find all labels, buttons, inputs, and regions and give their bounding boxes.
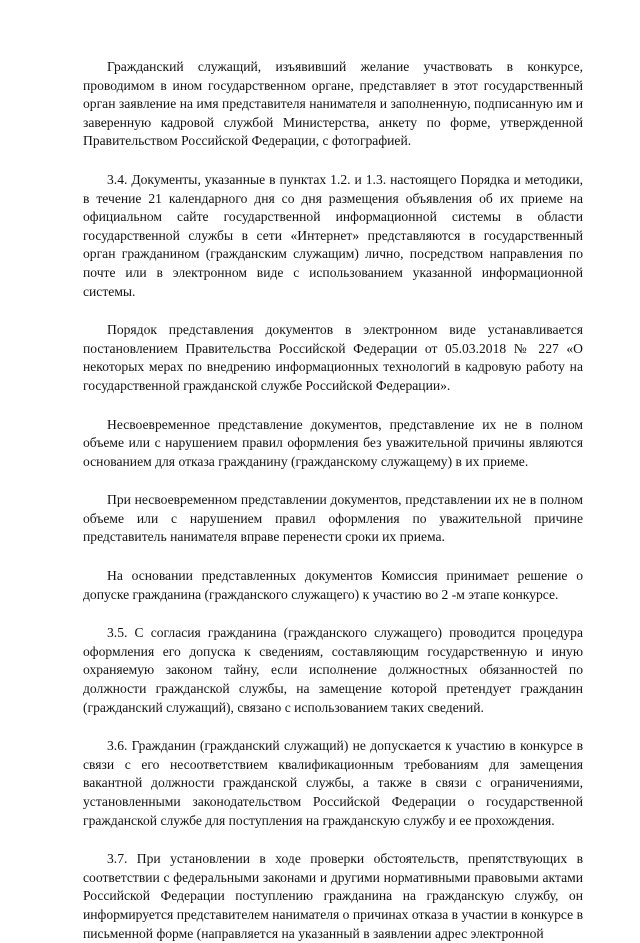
paragraph-gap [83, 301, 583, 321]
paragraph-3-7-refusal-notification: 3.7. При установлении в ходе проверки обстоятельств, препятствующих в соответствии с федеральными законами и другими нормативными правовыми актами Российской Федерации поступлению гражданина на гражданскую службу, он информируется представителем нанимателя о причинах отказа в участии в конкурсе в письменной форме (направляется на указанный в заявлении адрес электронной [83, 851, 583, 941]
paragraph-gap [83, 396, 583, 416]
paragraph-gap [83, 151, 583, 171]
paragraph-late-submission-valid-reason: При несвоевременном представлении документов, представлении их не в полном объеме или с нарушением правил оформления по уважительной причине представитель нанимателя вправе перенести сроки их приема. [83, 492, 583, 545]
paragraph-gap [83, 471, 583, 491]
paragraph-gap [83, 830, 583, 850]
paragraph-gap [83, 717, 583, 737]
paragraph-civil-servant-application: Гражданский служащий, изъявивший желание участвовать в конкурсе, проводимом в ином государственном органе, представляет в этот государственный орган заявление на имя представителя нанимателя и заполненную, подписанную им и заверенную кадровой службой Министерства, анкету по форме, утвержденной Правительством Российской Федерации, с фотографией. [83, 59, 583, 149]
paragraph-gap [83, 604, 583, 624]
paragraph-3-4-documents-submission: 3.4. Документы, указанные в пунктах 1.2. и 1.3. настоящего Порядка и методики, в течение 21 календарного дня со дня размещения объявления об их приеме на официальном сайте государственной информационной системы в области государственной службы в сети «Интернет» представляются в государственный орган гражданином (гражданским служащим) лично, посредством направления по почте или в электронном виде с использованием указанной информационной системы. [83, 171, 583, 299]
paragraph-3-5-secret-access: 3.5. С согласия гражданина (гражданского служащего) проводится процедура оформления его допуска к сведениям, составляющим государственную и иную охраняемую законом тайну, если исполнение должностных обязанностей по должности гражданской службы, на замещение которой претендует гражданин (гражданский служащий), связано с использованием таких сведений. [83, 625, 583, 715]
paragraph-gap [83, 547, 583, 567]
document-page [83, 58, 583, 943]
paragraph-late-submission-refusal: Несвоевременное представление документов, представление их не в полном объеме или с нарушением правил оформления без уважительной причины являются основанием для отказа гражданину (гражданскому служащему) в их приеме. [83, 416, 583, 469]
paragraph-3-6-not-admitted: 3.6. Гражданин (гражданский служащий) не допускается к участию в конкурсе в связи с его несоответствием квалификационным требованиям для замещения вакантной должности гражданской службы, а также в связи с ограничениями, установленными законодательством Российской Федерации о государственной гражданской службе для поступления на гражданскую службу и ее прохождения. [83, 738, 583, 828]
paragraph-commission-decision: На основании представленных документов Комиссия принимает решение о допуске гражданина (гражданского служащего) к участию во 2 -м этапе конкурсе. [83, 568, 583, 602]
paragraph-electronic-submission-order: Порядок представления документов в электронном виде устанавливается постановлением Правительства Российской Федерации от 05.03.2018 № 227 «О некоторых мерах по внедрению информационных технологий в кадровую работу на государственной гражданской службе Российской Федерации». [83, 322, 583, 393]
